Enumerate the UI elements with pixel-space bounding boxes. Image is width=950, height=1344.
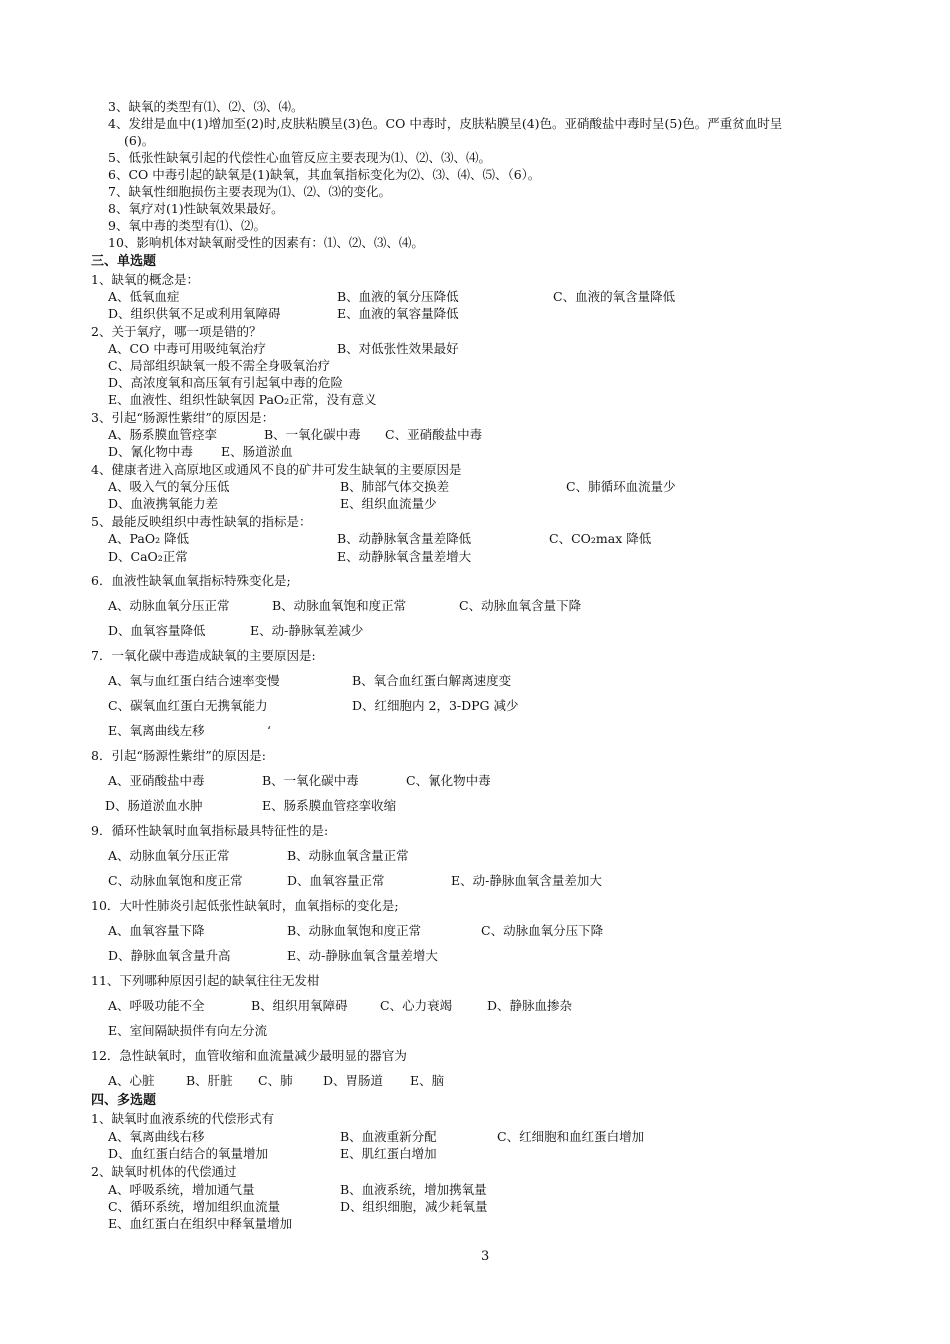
text-line: B、肝脏 bbox=[186, 1073, 233, 1088]
text-line: B、一氧化碳中毒 bbox=[264, 427, 361, 442]
text-line: D、血氧容量正常 bbox=[287, 873, 385, 888]
text-line: A、动脉血氧分压正常 bbox=[108, 598, 230, 613]
text-line: C、动脉血氧分压下降 bbox=[481, 923, 604, 938]
text-line: D、胃肠道 bbox=[323, 1073, 384, 1088]
text-line: 10、影响机体对缺氧耐受性的因素有：⑴、⑵、⑶、⑷。 bbox=[108, 235, 424, 250]
text-line: A、吸入气的氧分压低 bbox=[108, 479, 230, 494]
text-line: 4、发绀是血中(1)增加至(2)时,皮肤粘膜呈(3)色。CO 中毒时，皮肤粘膜呈(4)色。亚硝酸盐中毒时呈(5)色。严重贫血时呈 bbox=[108, 116, 783, 131]
text-line: A、肠系膜血管痉挛 bbox=[108, 427, 218, 442]
text-line: A、亚硝酸盐中毒 bbox=[108, 773, 205, 788]
text-line: C、肺 bbox=[258, 1073, 293, 1088]
text-line: A、低氧血症 bbox=[108, 289, 180, 304]
text-line: E、肠道淤血 bbox=[221, 444, 293, 459]
text-line: C、碳氧血红蛋白无携氧能力 bbox=[108, 698, 268, 713]
text-line: A、心脏 bbox=[108, 1073, 155, 1088]
text-line: D、肠道淤血水肿 bbox=[105, 798, 203, 813]
text-line: ‘ bbox=[267, 723, 271, 738]
text-line: E、动-静脉血氧含量差增大 bbox=[287, 948, 438, 963]
text-line: A、呼吸系统，增加通气量 bbox=[108, 1182, 255, 1197]
text-line: D、CaO₂正常 bbox=[108, 549, 188, 564]
text-line: E、组织血流量少 bbox=[340, 496, 437, 511]
section-heading-multiple-choice: 四、多选题 bbox=[91, 1093, 157, 1108]
text-line: 1、缺氧时血液系统的代偿形式有 bbox=[91, 1111, 274, 1126]
text-line: C、肺循环血流量少 bbox=[566, 479, 676, 494]
text-line: D、红细胞内 2，3-DPG 减少 bbox=[352, 698, 519, 713]
text-line: C、CO₂max 降低 bbox=[549, 531, 652, 546]
text-line: 2、缺氧时机体的代偿通过 bbox=[91, 1164, 237, 1179]
text-line: D、组织细胞，减少耗氧量 bbox=[340, 1199, 488, 1214]
text-line: B、组织用氧障碍 bbox=[251, 998, 348, 1013]
text-line: D、静脉血氧含量升高 bbox=[108, 948, 231, 963]
text-line: C、动脉血氧饱和度正常 bbox=[108, 873, 243, 888]
text-line: 8、氧疗对(1)性缺氧效果最好。 bbox=[108, 201, 284, 216]
text-line: E、动-静脉血氧含量差加大 bbox=[451, 873, 602, 888]
text-line: E、血液的氧容量降低 bbox=[337, 306, 459, 321]
text-line: A、CO 中毒可用吸纯氧治疗 bbox=[108, 341, 266, 356]
text-line: 9．循环性缺氧时血氧指标最具特征性的是: bbox=[91, 823, 329, 838]
text-line: C、红细胞和血红蛋白增加 bbox=[497, 1129, 645, 1144]
text-line: A、呼吸功能不全 bbox=[108, 998, 205, 1013]
text-line: C、氰化物中毒 bbox=[406, 773, 491, 788]
text-line: D、血液携氧能力差 bbox=[108, 496, 219, 511]
text-line: E、动静脉氧含量差增大 bbox=[337, 549, 472, 564]
text-line: B、血液的氧分压降低 bbox=[337, 289, 459, 304]
text-line: B、血液系统，增加携氧量 bbox=[340, 1182, 487, 1197]
text-line: E、肠系膜血管痉挛收缩 bbox=[262, 798, 397, 813]
text-line: B、氧合血红蛋白解离速度变 bbox=[352, 673, 512, 688]
text-line: B、对低张性效果最好 bbox=[337, 341, 459, 356]
text-line: C、局部组织缺氧一般不需全身吸氧治疗 bbox=[108, 358, 331, 373]
text-line: E、动-静脉氧差减少 bbox=[250, 623, 364, 638]
text-line: 5、低张性缺氧引起的代偿性心血管反应主要表现为⑴、⑵、⑶、⑷。 bbox=[108, 150, 491, 165]
text-line: B、动静脉氧含量差降低 bbox=[337, 531, 472, 546]
text-line: 5、最能反映组织中毒性缺氧的指标是： bbox=[91, 514, 312, 529]
text-line: 2、关于氧疗，哪一项是错的？ bbox=[91, 324, 262, 339]
text-line: E、血红蛋白在组织中释氧量增加 bbox=[108, 1216, 293, 1231]
text-line: D、组织供氧不足或利用氧障碍 bbox=[108, 306, 281, 321]
text-line: C、循环系统，增加组织血流量 bbox=[108, 1199, 281, 1214]
text-line: D、静脉血掺杂 bbox=[487, 998, 573, 1013]
text-line: A、动脉血氧分压正常 bbox=[108, 848, 230, 863]
text-line: 12．急性缺氧时，血管收缩和血流量减少最明显的器官为 bbox=[91, 1048, 407, 1063]
text-line: A、血氧容量下降 bbox=[108, 923, 205, 938]
text-line: E、脑 bbox=[410, 1073, 445, 1088]
text-line: A、氧与血红蛋白结合速率变慢 bbox=[108, 673, 280, 688]
text-line: A、PaO₂ 降低 bbox=[108, 531, 190, 546]
text-line: C、动脉血氧含量下降 bbox=[459, 598, 582, 613]
text-line: 3、缺氧的类型有⑴、⑵、⑶、⑷。 bbox=[108, 99, 304, 114]
text-line: D、血氧容量降低 bbox=[108, 623, 206, 638]
text-line: D、血红蛋白结合的氧量增加 bbox=[108, 1146, 269, 1161]
text-line: B、动脉血氧饱和度正常 bbox=[287, 923, 422, 938]
text-line: 1、缺氧的概念是： bbox=[91, 272, 199, 287]
text-line: (6)。 bbox=[124, 133, 155, 148]
text-line: C、心力衰竭 bbox=[380, 998, 453, 1013]
text-line: E、肌红蛋白增加 bbox=[340, 1146, 437, 1161]
text-line: 8．引起“肠源性紫绀”的原因是: bbox=[91, 748, 266, 763]
text-line: E、血液性、组织性缺氧因 PaO₂正常，没有意义 bbox=[108, 392, 377, 407]
text-line: 4、健康者进入高原地区或通风不良的矿井可发生缺氧的主要原因是 bbox=[91, 462, 462, 477]
text-line: B、一氧化碳中毒 bbox=[262, 773, 359, 788]
text-line: E、氧离曲线左移 bbox=[108, 723, 205, 738]
text-line: E、室间隔缺损伴有向左分流 bbox=[108, 1023, 268, 1038]
text-line: 7．一氧化碳中毒造成缺氧的主要原因是: bbox=[91, 648, 316, 663]
page-number: 3 bbox=[481, 1249, 490, 1264]
text-line: 10．大叶性肺炎引起低张性缺氧时，血氧指标的变化是; bbox=[91, 898, 399, 913]
text-line: 7、缺氧性细胞损伤主要表现为⑴、⑵、⑶的变化。 bbox=[108, 184, 391, 199]
text-line: B、动脉血氧饱和度正常 bbox=[272, 598, 407, 613]
text-line: B、肺部气体交换差 bbox=[340, 479, 450, 494]
text-line: 9、氧中毒的类型有⑴、⑵。 bbox=[108, 218, 266, 233]
text-line: C、血液的氧含量降低 bbox=[553, 289, 676, 304]
text-line: 6．血液性缺氧血氧指标特殊变化是; bbox=[91, 573, 291, 588]
text-line: B、血液重新分配 bbox=[340, 1129, 437, 1144]
text-line: 11、下列哪种原因引起的缺氧往往无发柑 bbox=[91, 973, 320, 988]
text-line: B、动脉血氧含量正常 bbox=[287, 848, 409, 863]
section-heading-single-choice: 三、单选题 bbox=[91, 254, 157, 269]
text-line: A、氧离曲线右移 bbox=[108, 1129, 205, 1144]
text-line: 6、CO 中毒引起的缺氧是(1)缺氧，其血氧指标变化为⑵、⑶、⑷、⑸、（6）。 bbox=[108, 167, 541, 182]
text-line: D、氰化物中毒 bbox=[108, 444, 194, 459]
text-line: 3、引起“肠源性紫绀”的原因是： bbox=[91, 410, 275, 425]
text-line: C、亚硝酸盐中毒 bbox=[385, 427, 483, 442]
text-line: D、高浓度氧和高压氧有引起氧中毒的危险 bbox=[108, 375, 344, 390]
